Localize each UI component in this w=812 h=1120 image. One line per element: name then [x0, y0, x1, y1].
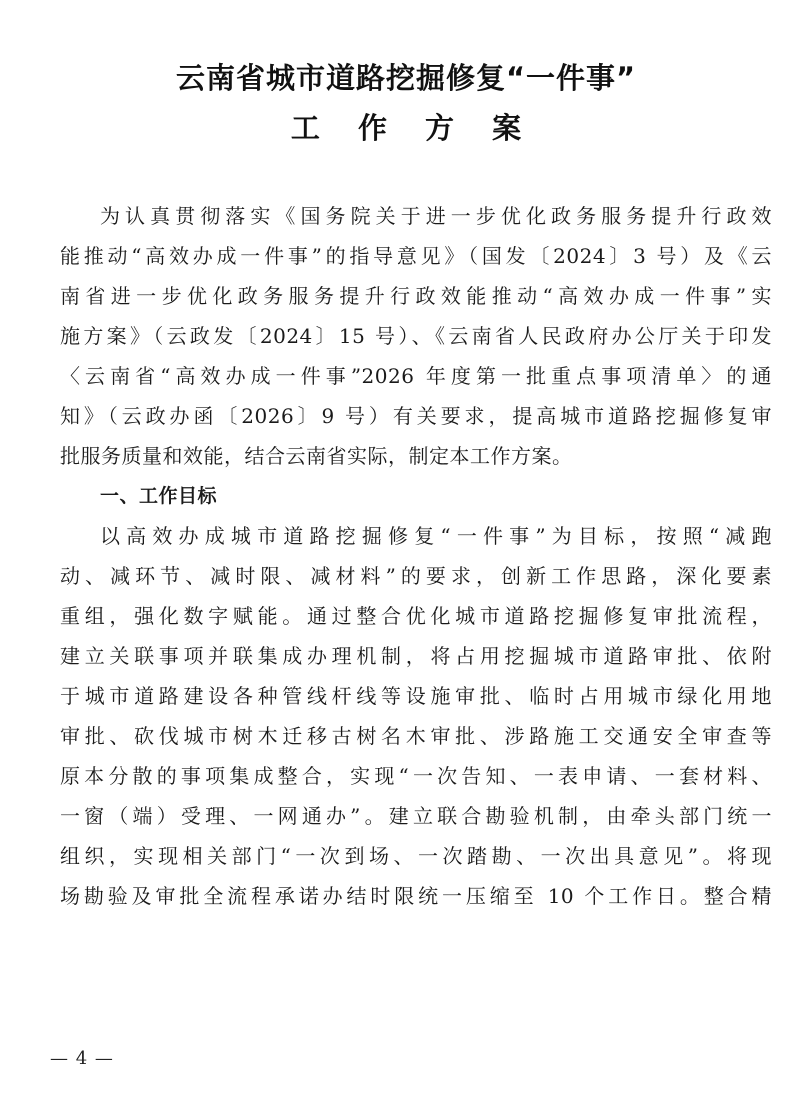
paragraph-line: 以高效办成城市道路挖掘修复“一件事”为目标，按照“减跑	[100, 524, 772, 548]
paragraph-line: 于城市道路建设各种管线杆线等设施审批、临时占用城市绿化用地	[60, 684, 772, 708]
section-heading: 一、工作目标	[100, 485, 218, 507]
document-body	[60, 196, 772, 916]
paragraph-line: 施方案》（云政发〔2024〕15 号）、《云南省人民政府办公厅关于印发	[60, 324, 772, 348]
page-number: — 4 —	[50, 1048, 114, 1069]
document-subtitle: 工 作 方 案	[290, 111, 536, 145]
paragraph-line: 原本分散的事项集成整合，实现“一次告知、一表申请、一套材料、	[60, 764, 772, 788]
paragraph-line: 建立关联事项并联集成办理机制，将占用挖掘城市道路审批、依附	[60, 644, 772, 668]
paragraph-line: 重组，强化数字赋能。通过整合优化城市道路挖掘修复审批流程，	[60, 604, 772, 628]
paragraph-line: 批服务质量和效能，结合云南省实际，制定本工作方案。	[60, 444, 573, 468]
paragraph-line: 南省进一步优化政务服务提升行政效能推动“高效办成一件事”实	[60, 284, 772, 308]
paragraph-line: 动、减环节、减时限、减材料”的要求，创新工作思路，深化要素	[60, 564, 772, 588]
paragraph-line: 〈云南省“高效办成一件事”2026 年度第一批重点事项清单〉的通	[60, 364, 772, 388]
paragraph-line: 为认真贯彻落实《国务院关于进一步优化政务服务提升行政效	[100, 204, 772, 228]
paragraph-line: 审批、砍伐城市树木迁移古树名木审批、涉路施工交通安全审查等	[60, 724, 772, 748]
intro-paragraph	[60, 196, 772, 476]
paragraph-line: 知》（云政办函〔2026〕9 号）有关要求，提高城市道路挖掘修复审	[60, 404, 772, 428]
paragraph-line: 组织，实现相关部门“一次到场、一次踏勘、一次出具意见”。将现	[60, 844, 772, 868]
document-title: 云南省城市道路挖掘修复“一件事”	[175, 61, 637, 95]
goals-paragraph	[60, 516, 772, 916]
paragraph-line: 场勘验及审批全流程承诺办结时限统一压缩至 10 个工作日。整合精	[60, 884, 772, 908]
paragraph-line: 能推动“高效办成一件事”的指导意见》（国发〔2024〕3 号）及《云	[60, 244, 772, 268]
paragraph-line: 一窗（端）受理、一网通办”。建立联合勘验机制，由牵头部门统一	[60, 804, 772, 828]
